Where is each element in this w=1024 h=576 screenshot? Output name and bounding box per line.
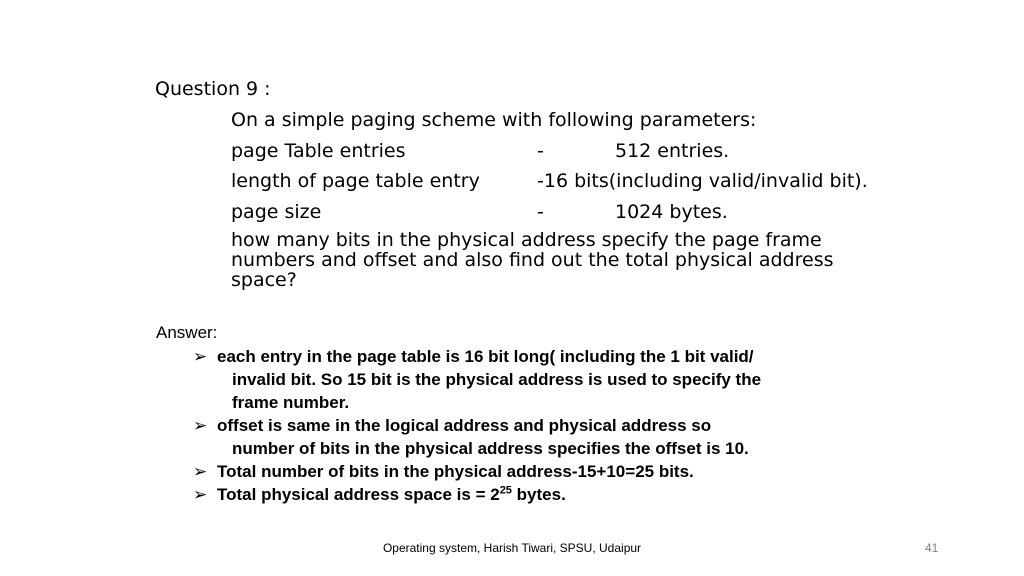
exponent: 25 <box>499 484 512 497</box>
answer-bullet-1-cont-1: invalid bit. So 15 bit is the physical address is used to specify the <box>232 370 762 389</box>
param-name-1: page Table entries <box>231 140 406 162</box>
arrow-bullet-icon: ➢ <box>193 347 208 366</box>
answer-bullet-2: ➢ offset is same in the logical address and physical address so <box>193 416 712 435</box>
question-intro: On a simple paging scheme with following parameters: <box>231 109 757 131</box>
param-sep-3: - <box>537 201 544 223</box>
footer-text: Operating system, Harish Tiwari, SPSU, Udaipur <box>382 541 642 555</box>
answer-bullet-1-cont-2: frame number. <box>232 393 350 412</box>
answer-label: Answer: <box>156 323 218 342</box>
param-name-2: length of page table entry <box>231 170 480 192</box>
answer-bullet-2-cont: number of bits in the physical address specifies the offset is 10. <box>232 439 749 458</box>
param-sep-2: -16 bits(including valid/invalid bit). <box>537 170 868 192</box>
param-sep-1: - <box>537 140 544 162</box>
param-name-3: page size <box>231 201 322 223</box>
answer-bullet-1: ➢ each entry in the page table is 16 bit long( including the 1 bit valid/ <box>193 347 754 366</box>
answer-bullet-4: ➢ Total physical address space is = $2^{25}$ bytes. <box>193 484 566 504</box>
param-value-3: 1024 bytes. <box>615 201 728 223</box>
param-value-1: 512 entries. <box>615 140 730 162</box>
answer-bullet-3: ➢ Total number of bits in the physical address-15+10=25 bits. <box>193 462 694 481</box>
arrow-bullet-icon: ➢ <box>193 416 208 435</box>
arrow-bullet-icon: ➢ <box>193 485 208 504</box>
question-ask: how many bits in the physical address specify the page frame numbers and offset and also find out the total physical address space? <box>231 229 834 291</box>
page-number: 41 <box>925 541 939 555</box>
question-title: Question 9 : <box>155 78 271 100</box>
arrow-bullet-icon: ➢ <box>193 462 208 481</box>
